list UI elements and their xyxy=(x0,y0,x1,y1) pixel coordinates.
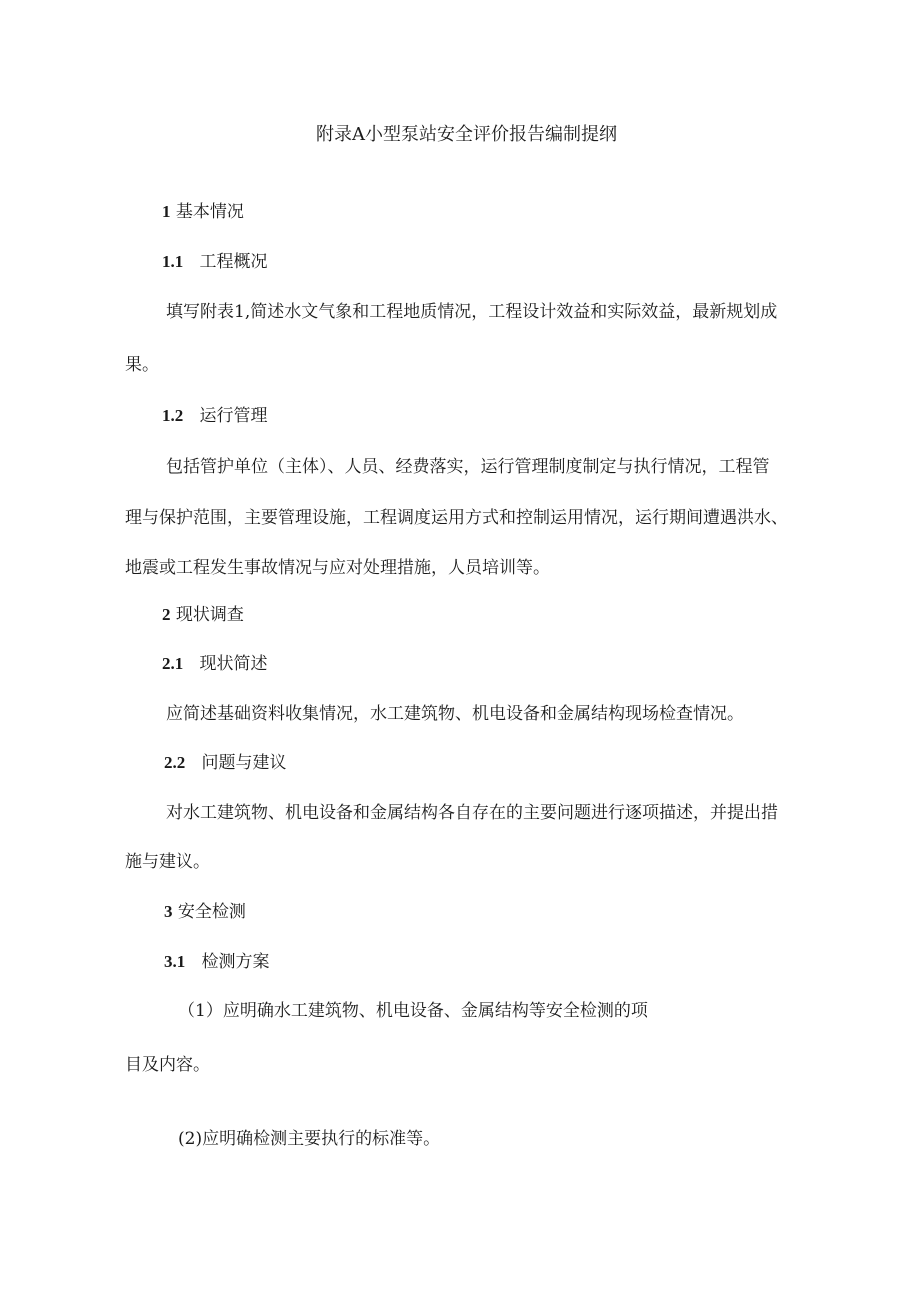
subsection-number: 3.1 xyxy=(164,952,186,971)
section-title: 基本情况 xyxy=(175,202,244,222)
subsection-1-1-heading xyxy=(162,251,267,273)
paragraph-line: 填写附表1,简述水文气象和工程地质情况，工程设计效益和实际效益，最新规划成 xyxy=(166,302,778,322)
paragraph-line: 目及内容。 xyxy=(125,1055,210,1075)
paragraph-line: 包括管护单位（主体）、人员、经费落实，运行管理制度制定与执行情况，工程管 xyxy=(166,457,770,477)
paragraph-line: 地震或工程发生事故情况与应对处理措施，人员培训等。 xyxy=(125,558,550,578)
section-title: 现状调查 xyxy=(175,605,244,625)
section-number: 3 xyxy=(164,902,173,921)
subsection-number: 2.1 xyxy=(162,654,184,673)
paragraph-line: 果。 xyxy=(125,355,159,375)
subsection-number: 2.2 xyxy=(164,753,186,772)
paragraph-line: （1）应明确水工建筑物、机电设备、金属结构等安全检测的项 xyxy=(178,1001,648,1021)
title-text: 附录A小型泵站安全评价报告编制提纲 xyxy=(316,124,617,145)
paragraph-line: 施与建议。 xyxy=(125,852,210,872)
subsection-3-1-heading xyxy=(164,951,269,973)
subsection-title: 运行管理 xyxy=(199,406,268,426)
paragraph-line: 对水工建筑物、机电设备和金属结构各自存在的主要问题进行逐项描述，并提出措 xyxy=(166,803,778,823)
subsection-number: 1.2 xyxy=(162,406,184,425)
subsection-1-2-heading xyxy=(162,405,267,427)
section-2-heading xyxy=(162,604,244,626)
subsection-title: 现状简述 xyxy=(199,654,268,674)
subsection-title: 问题与建议 xyxy=(201,753,287,773)
section-number: 2 xyxy=(162,605,171,624)
paragraph-line: 理与保护范围，主要管理设施，工程调度运用方式和控制运用情况，运行期间遭遇洪水、 xyxy=(125,508,788,528)
section-number: 1 xyxy=(162,202,171,221)
subsection-2-2-heading xyxy=(164,752,286,774)
paragraph-line: 应简述基础资料收集情况，水工建筑物、机电设备和金属结构现场检查情况。 xyxy=(166,704,744,724)
section-1-heading xyxy=(162,201,244,223)
paragraph-line: (2)应明确检测主要执行的标准等。 xyxy=(178,1129,441,1149)
subsection-title: 工程概况 xyxy=(199,252,268,272)
document-title xyxy=(316,124,617,146)
subsection-number: 1.1 xyxy=(162,252,184,271)
section-title: 安全检测 xyxy=(177,902,246,922)
subsection-title: 检测方案 xyxy=(201,952,270,972)
subsection-2-1-heading xyxy=(162,653,267,675)
section-3-heading xyxy=(164,901,246,923)
